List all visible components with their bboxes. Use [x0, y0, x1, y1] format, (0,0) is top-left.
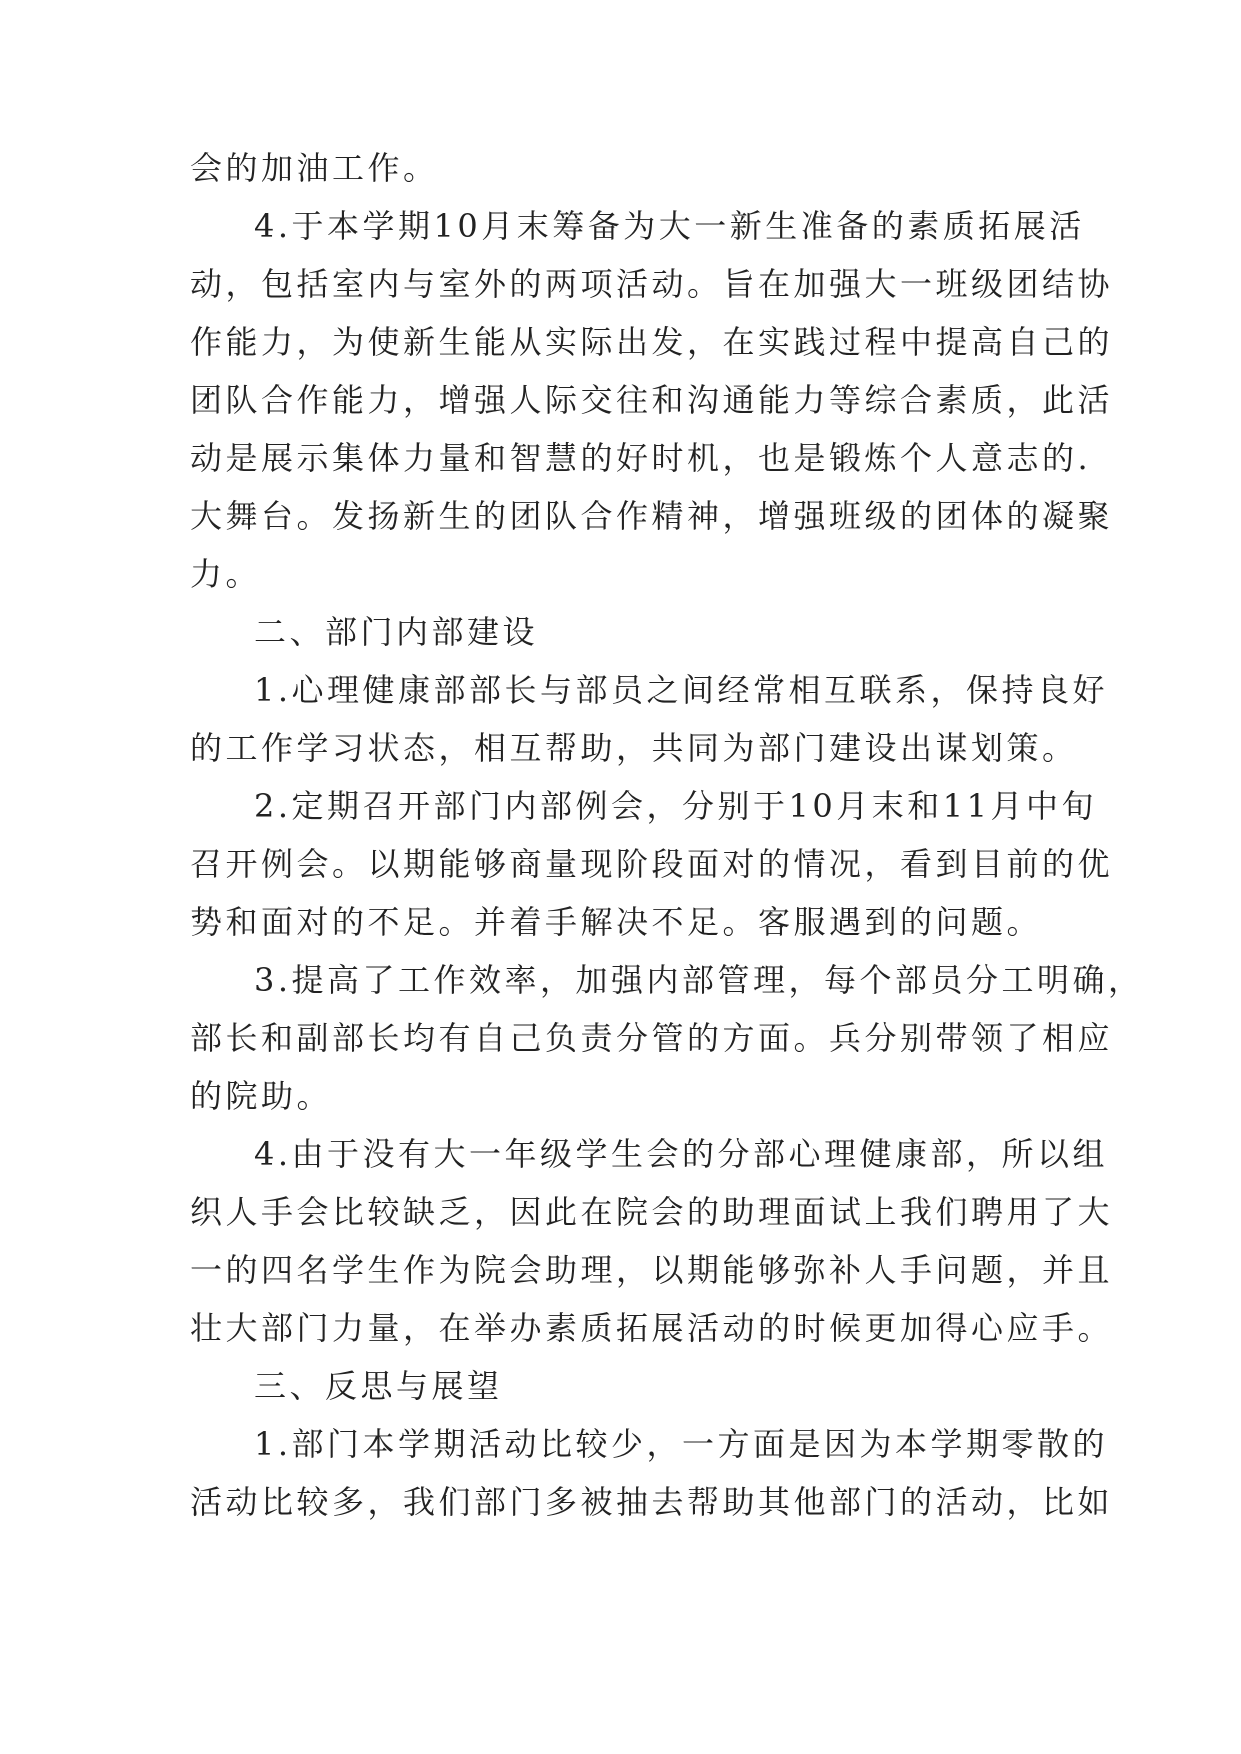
- text-line: 动是展示集体力量和智慧的好时机，也是锻炼个人意志的.: [190, 439, 1092, 477]
- text-line: 4.于本学期10月末筹备为大一新生准备的素质拓展活: [254, 207, 1085, 245]
- text-line: 动，包括室内与室外的两项活动。旨在加强大一班级团结协: [190, 265, 1114, 303]
- text-line: 4.由于没有大一年级学生会的分部心理健康部，所以组: [254, 1135, 1109, 1173]
- text-line: 的工作学习状态，相互帮助，共同为部门建设出谋划策。: [190, 729, 1078, 767]
- text-line: 力。: [190, 555, 262, 593]
- text-line: 大舞台。发扬新生的团队合作精神，增强班级的团体的凝聚: [190, 497, 1114, 535]
- text-line: 织人手会比较缺乏，因此在院会的助理面试上我们聘用了大: [190, 1193, 1114, 1231]
- text-line: 1.部门本学期活动比较少，一方面是因为本学期零散的: [254, 1425, 1109, 1463]
- text-line: 一的四名学生作为院会助理，以期能够弥补人手问题，并且: [190, 1251, 1114, 1289]
- section-heading: 二、部门内部建设: [254, 613, 539, 651]
- text-line: 3.提高了工作效率，加强内部管理，每个部员分工明确，: [254, 961, 1144, 999]
- section-heading: 三、反思与展望: [254, 1367, 503, 1405]
- text-line: 活动比较多，我们部门多被抽去帮助其他部门的活动，比如: [190, 1483, 1114, 1521]
- text-line: 的院助。: [190, 1077, 333, 1115]
- text-line: 势和面对的不足。并着手解决不足。客服遇到的问题。: [190, 903, 1043, 941]
- text-line: 2.定期召开部门内部例会，分别于10月末和11月中旬: [254, 787, 1097, 825]
- text-line: 团队合作能力，增强人际交往和沟通能力等综合素质，此活: [190, 381, 1114, 419]
- text-line: 会的加油工作。: [190, 149, 439, 187]
- text-line: 壮大部门力量，在举办素质拓展活动的时候更加得心应手。: [190, 1309, 1114, 1347]
- text-line: 召开例会。以期能够商量现阶段面对的情况，看到目前的优: [190, 845, 1114, 883]
- text-line: 1.心理健康部部长与部员之间经常相互联系，保持良好: [254, 671, 1109, 709]
- text-line: 部长和副部长均有自己负责分管的方面。兵分别带领了相应: [190, 1019, 1114, 1057]
- text-line: 作能力，为使新生能从实际出发，在实践过程中提高自己的: [190, 323, 1114, 361]
